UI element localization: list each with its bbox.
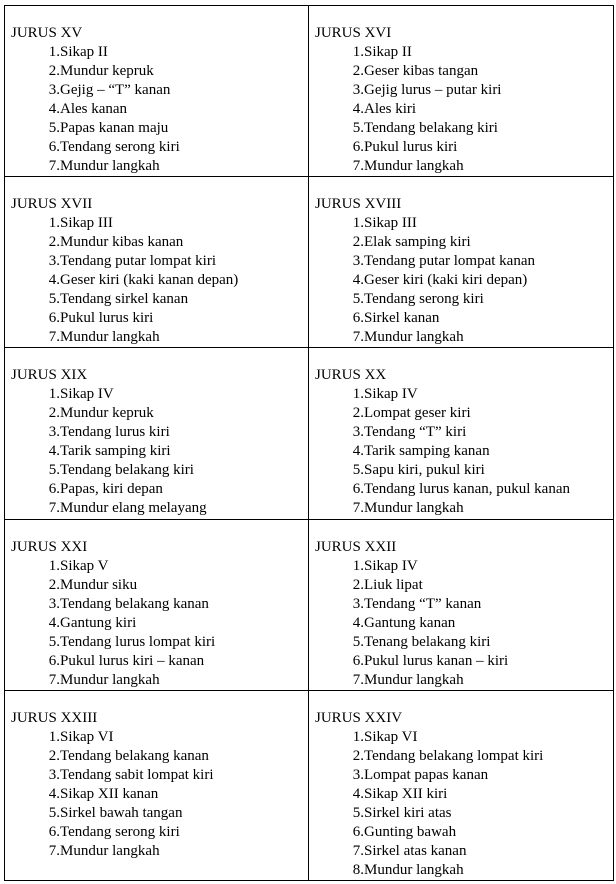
move-text: Ales kiri <box>364 101 417 117</box>
list-item <box>315 728 613 747</box>
move-text: Pukul lurus kiri <box>60 310 154 327</box>
move-text: Mundur langkah <box>364 861 464 878</box>
move-list <box>315 385 613 518</box>
jurus-cell-xxiv <box>309 690 614 880</box>
list-item <box>315 385 613 404</box>
list-item <box>315 81 613 100</box>
move-list <box>11 214 308 347</box>
list-item <box>315 557 613 576</box>
move-text: Mundur langkah <box>364 329 464 346</box>
move-text: Tendang putar lompat kanan <box>364 253 535 270</box>
move-number: 5. <box>352 120 364 136</box>
move-text: Lompat geser kiri <box>364 405 471 422</box>
jurus-cell-xviii <box>309 177 614 348</box>
move-number: 2. <box>48 576 60 593</box>
move-number: 2. <box>48 234 60 251</box>
move-text: Tendang belakang kanan <box>60 747 209 764</box>
move-number: 3. <box>48 253 60 270</box>
move-number: 4. <box>352 785 364 802</box>
list-item <box>11 81 308 100</box>
list-item <box>315 214 613 233</box>
list-item <box>315 614 613 633</box>
move-text: Tarik samping kiri <box>60 443 171 460</box>
list-item <box>315 842 613 861</box>
jurus-title: JURUS XXIV <box>315 709 403 726</box>
list-item <box>315 309 613 328</box>
list-item <box>315 271 613 290</box>
move-number: 4. <box>48 443 60 460</box>
move-number: 7. <box>352 329 364 346</box>
list-item <box>11 461 308 480</box>
move-text: Liuk lipat <box>364 576 423 593</box>
jurus-title: JURUS XX <box>315 367 387 384</box>
move-number: 1. <box>352 44 364 60</box>
move-text: Tendang belakang kiri <box>60 462 194 479</box>
jurus-title: JURUS XXII <box>315 538 397 555</box>
move-number: 7. <box>352 842 364 859</box>
move-number: 6. <box>352 823 364 840</box>
move-text: Mundur siku <box>60 576 138 593</box>
move-text: Sikap V <box>60 557 109 574</box>
move-number: 2. <box>352 405 364 422</box>
list-item <box>11 119 308 138</box>
list-item <box>11 557 308 576</box>
list-item <box>315 442 613 461</box>
list-item <box>315 62 613 81</box>
move-text: Tenang belakang kiri <box>364 633 491 650</box>
move-number: 5. <box>48 633 60 650</box>
list-item <box>315 861 613 880</box>
move-text: Sirkel kiri atas <box>364 804 452 821</box>
move-number: 5. <box>48 291 60 308</box>
move-text: Mundur kepruk <box>60 405 154 422</box>
move-number: 1. <box>352 557 364 574</box>
move-number: 4. <box>48 614 60 631</box>
list-item <box>11 423 308 442</box>
move-text: Papas, kiri depan <box>60 481 163 498</box>
move-text: Tendang lurus kiri <box>60 424 170 441</box>
move-text: Sirkel kanan <box>364 310 440 327</box>
move-text: Mundur langkah <box>60 842 160 859</box>
list-item <box>11 842 308 861</box>
jurus-title: JURUS XV <box>11 25 83 41</box>
move-text: Tendang serong kiri <box>60 139 180 155</box>
jurus-title: JURUS XXIII <box>11 709 98 726</box>
move-number: 7. <box>352 158 364 174</box>
move-text: Sikap II <box>60 44 108 60</box>
list-item <box>315 823 613 842</box>
list-item <box>11 157 308 176</box>
list-item <box>11 785 308 804</box>
list-item <box>315 100 613 119</box>
move-list <box>315 557 613 690</box>
move-text: Tendang sabit lompat kiri <box>60 766 214 783</box>
list-item <box>11 614 308 633</box>
list-item <box>11 404 308 423</box>
move-text: Gejig – “T” kanan <box>60 82 171 98</box>
move-number: 4. <box>352 443 364 460</box>
jurus-cell-xxiii <box>5 690 309 880</box>
list-item <box>315 423 613 442</box>
jurus-title: JURUS XVIII <box>315 196 402 213</box>
list-item <box>11 385 308 404</box>
move-number: 2. <box>48 405 60 422</box>
list-item <box>11 290 308 309</box>
move-text: Tendang belakang kiri <box>364 120 498 136</box>
list-item <box>315 499 613 518</box>
move-text: Tarik samping kanan <box>364 443 490 460</box>
move-number: 6. <box>352 310 364 327</box>
list-item <box>315 785 613 804</box>
move-number: 3. <box>48 766 60 783</box>
move-number: 2. <box>48 747 60 764</box>
list-item <box>11 442 308 461</box>
jurus-title: JURUS XXI <box>11 538 88 555</box>
list-item <box>11 652 308 671</box>
move-text: Tendang lurus kanan, pukul kanan <box>364 481 570 498</box>
move-number: 3. <box>48 82 60 98</box>
move-number: 7. <box>352 671 364 688</box>
move-list <box>11 385 308 518</box>
move-number: 5. <box>48 804 60 821</box>
move-text: Elak samping kiri <box>364 234 471 251</box>
move-text: Sikap VI <box>60 728 114 745</box>
move-number: 5. <box>352 633 364 650</box>
move-text: Gantung kiri <box>60 614 137 631</box>
move-number: 6. <box>48 652 60 669</box>
move-text: Tendang serong kiri <box>364 291 484 308</box>
list-item <box>315 671 613 690</box>
jurus-title: JURUS XVII <box>11 196 93 213</box>
move-number: 7. <box>48 500 60 517</box>
move-text: Pukul lurus kanan – kiri <box>364 652 509 669</box>
table-row <box>5 690 614 880</box>
jurus-cell-xxi <box>5 519 309 690</box>
move-number: 2. <box>352 63 364 79</box>
list-item <box>11 62 308 81</box>
list-item <box>315 252 613 271</box>
move-number: 1. <box>48 386 60 403</box>
jurus-cell-xvii <box>5 177 309 348</box>
move-number: 6. <box>48 139 60 155</box>
list-item <box>315 138 613 157</box>
list-item <box>11 728 308 747</box>
move-number: 5. <box>352 291 364 308</box>
move-number: 1. <box>352 728 364 745</box>
move-text: Gunting bawah <box>364 823 457 840</box>
move-number: 4. <box>48 101 60 117</box>
list-item <box>11 271 308 290</box>
move-text: Geser kibas tangan <box>364 63 479 79</box>
move-number: 4. <box>48 785 60 802</box>
move-number: 2. <box>48 63 60 79</box>
move-text: Sapu kiri, pukul kiri <box>364 462 485 479</box>
move-text: Gejig lurus – putar kiri <box>364 82 502 98</box>
move-text: Tendang belakang kanan <box>60 595 209 612</box>
move-text: Mundur kibas kanan <box>60 234 184 251</box>
move-text: Mundur langkah <box>364 500 464 517</box>
move-list <box>11 557 308 690</box>
list-item <box>11 823 308 842</box>
move-number: 2. <box>352 576 364 593</box>
move-number: 2. <box>352 234 364 251</box>
move-text: Sikap IV <box>364 386 418 403</box>
move-text: Tendang sirkel kanan <box>60 291 189 308</box>
move-number: 7. <box>48 329 60 346</box>
move-text: Tendang putar lompat kiri <box>60 253 216 270</box>
list-item <box>11 766 308 785</box>
move-text: Mundur langkah <box>60 671 160 688</box>
move-text: Lompat papas kanan <box>364 766 489 783</box>
move-number: 5. <box>352 462 364 479</box>
list-item <box>11 43 308 62</box>
move-number: 4. <box>352 614 364 631</box>
list-item <box>11 595 308 614</box>
list-item <box>11 633 308 652</box>
move-text: Sirkel bawah tangan <box>60 804 183 821</box>
move-number: 3. <box>352 253 364 270</box>
list-item <box>11 499 308 518</box>
move-number: 6. <box>352 139 364 155</box>
move-list <box>315 43 613 176</box>
list-item <box>315 804 613 823</box>
move-number: 6. <box>352 652 364 669</box>
move-list <box>315 728 613 880</box>
move-number: 7. <box>352 500 364 517</box>
move-text: Tendang “T” kanan <box>364 595 482 612</box>
move-number: 1. <box>352 215 364 232</box>
list-item <box>11 138 308 157</box>
move-text: Mundur kepruk <box>60 63 154 79</box>
move-text: Mundur elang melayang <box>60 500 207 517</box>
move-number: 2. <box>352 747 364 764</box>
move-number: 1. <box>48 44 60 60</box>
move-text: Tendang “T” kiri <box>364 424 467 441</box>
jurus-table <box>4 5 614 881</box>
table-row <box>5 348 614 519</box>
move-text: Mundur langkah <box>364 158 464 174</box>
jurus-cell-xvi <box>309 6 614 177</box>
move-text: Mundur langkah <box>60 158 160 174</box>
list-item <box>11 309 308 328</box>
move-text: Sirkel atas kanan <box>364 842 467 859</box>
move-text: Pukul lurus kiri <box>364 139 458 155</box>
move-number: 3. <box>352 595 364 612</box>
move-text: Tendang serong kiri <box>60 823 180 840</box>
jurus-title: JURUS XVI <box>315 25 392 41</box>
move-number: 3. <box>48 595 60 612</box>
list-item <box>11 328 308 347</box>
jurus-cell-xx <box>309 348 614 519</box>
move-text: Sikap III <box>364 215 417 232</box>
list-item <box>315 633 613 652</box>
move-number: 8. <box>352 861 364 878</box>
list-item <box>11 671 308 690</box>
move-list <box>11 728 308 861</box>
move-number: 5. <box>48 120 60 136</box>
move-text: Geser kiri (kaki kanan depan) <box>60 272 239 289</box>
list-item <box>315 157 613 176</box>
move-number: 7. <box>48 842 60 859</box>
move-text: Pukul lurus kiri – kanan <box>60 652 205 669</box>
list-item <box>11 480 308 499</box>
list-item <box>315 119 613 138</box>
move-number: 7. <box>48 158 60 174</box>
move-text: Sikap III <box>60 215 113 232</box>
move-text: Papas kanan maju <box>60 120 169 136</box>
list-item <box>315 404 613 423</box>
list-item <box>315 747 613 766</box>
move-number: 6. <box>48 310 60 327</box>
move-number: 3. <box>352 82 364 98</box>
move-number: 6. <box>48 823 60 840</box>
jurus-cell-xxii <box>309 519 614 690</box>
list-item <box>315 652 613 671</box>
move-number: 3. <box>352 424 364 441</box>
move-text: Tendang lurus lompat kiri <box>60 633 216 650</box>
move-number: 1. <box>48 215 60 232</box>
move-list <box>11 43 308 176</box>
jurus-cell-xv <box>5 6 309 177</box>
list-item <box>11 252 308 271</box>
jurus-title: JURUS XIX <box>11 367 88 384</box>
list-item <box>315 43 613 62</box>
list-item <box>11 804 308 823</box>
list-item <box>11 747 308 766</box>
move-number: 1. <box>48 728 60 745</box>
move-text: Geser kiri (kaki kiri depan) <box>364 272 528 289</box>
list-item <box>315 480 613 499</box>
move-text: Mundur langkah <box>364 671 464 688</box>
move-number: 6. <box>352 481 364 498</box>
move-number: 7. <box>48 671 60 688</box>
move-number: 1. <box>352 386 364 403</box>
jurus-cell-xix <box>5 348 309 519</box>
table-row <box>5 177 614 348</box>
move-number: 4. <box>352 272 364 289</box>
list-item <box>315 328 613 347</box>
move-number: 5. <box>48 462 60 479</box>
move-text: Mundur langkah <box>60 329 160 346</box>
list-item <box>315 233 613 252</box>
move-text: Sikap VI <box>364 728 418 745</box>
move-text: Sikap II <box>364 44 412 60</box>
list-item <box>315 595 613 614</box>
list-item <box>11 576 308 595</box>
list-item <box>315 290 613 309</box>
list-item <box>11 233 308 252</box>
move-text: Sikap XII kiri <box>364 785 448 802</box>
move-text: Sikap IV <box>364 557 418 574</box>
move-number: 3. <box>48 424 60 441</box>
list-item <box>315 576 613 595</box>
list-item <box>11 100 308 119</box>
move-list <box>315 214 613 347</box>
move-text: Sikap IV <box>60 386 114 403</box>
move-number: 4. <box>352 101 364 117</box>
move-number: 4. <box>48 272 60 289</box>
move-number: 6. <box>48 481 60 498</box>
move-text: Ales kanan <box>60 101 128 117</box>
move-number: 1. <box>48 557 60 574</box>
move-number: 3. <box>352 766 364 783</box>
list-item <box>315 461 613 480</box>
list-item <box>11 214 308 233</box>
move-text: Sikap XII kanan <box>60 785 159 802</box>
move-text: Gantung kanan <box>364 614 456 631</box>
list-item <box>315 766 613 785</box>
table-row <box>5 519 614 690</box>
table-row <box>5 6 614 177</box>
move-number: 5. <box>352 804 364 821</box>
move-text: Tendang belakang lompat kiri <box>364 747 544 764</box>
